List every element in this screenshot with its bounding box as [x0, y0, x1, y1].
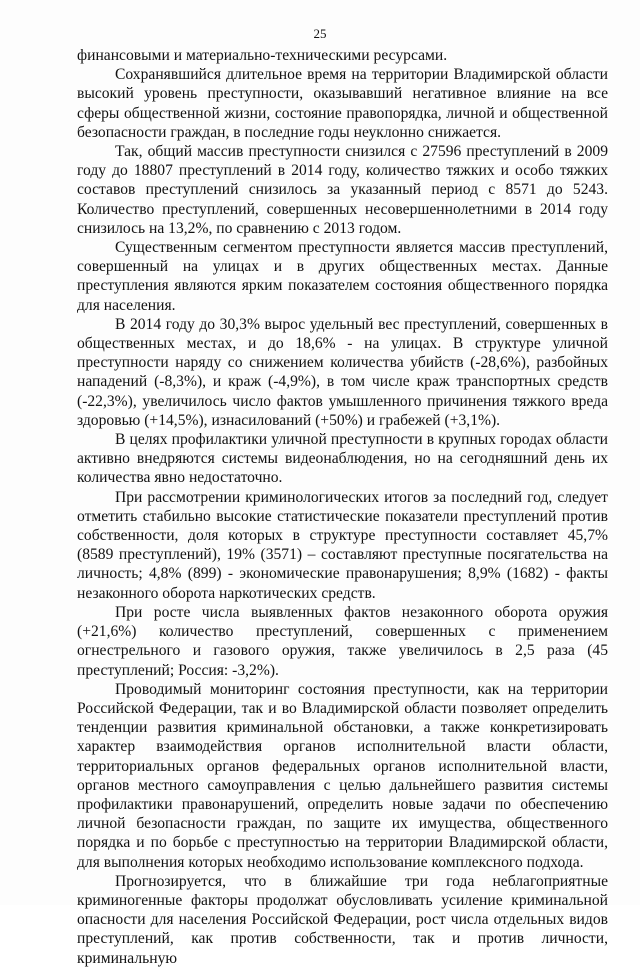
- paragraph-crime-statistics: Так, общий массив преступности снизился с 27596 преступлений в 2009 году до 18807 преступлений в 2014 году, количество тяжких и особо тяжких составов преступлений снизилось за указанный период с 8571 до 5243. Количество преступлений, совершенных несовершеннолетними в 2014 году снизилось на 13,2%, по сравнению с 2013 годом.: [77, 143, 608, 237]
- paragraph-public-places: Существенным сегментом преступности является массив преступлений, совершенный на улицах и в других общественных местах. Данные преступления являются ярким показателем состояния общественного порядка для населения.: [77, 239, 608, 314]
- page-number: 25: [313, 26, 327, 41]
- document-body: [77, 46, 608, 968]
- paragraph-weapons: При росте числа выявленных фактов незаконного оборота оружия (+21,6%) количество преступлений, совершенных с применением огнестрельного и газового оружия, также увеличилось в 2,5 раза (45 преступлений; Россия: -3,2%).: [77, 603, 608, 679]
- paragraph-crime-level: Сохранявшийся длительное время на территории Владимирской области высокий уровень преступности, оказывавший негативное влияние на все сферы общественной жизни, состояние правопорядка, личной и общественной безопасности граждан, в последние годы неуклонно снижается.: [77, 66, 608, 141]
- paragraph-property-crime: При рассмотрении криминологических итогов за последний год, следует отметить стабильно высокие статистические показатели преступлений против собственности, доля которых в структуре преступности составляет 45,7% (8589 преступлений), 19% (3571) – составляют преступные посягательства на личность; 4,8% (899) - экономические правонарушения; 8,9% (1682) - факты незаконного оборота наркотических средств.: [77, 488, 608, 602]
- paragraph-forecast: Прогнозируется, что в ближайшие три года неблагоприятные криминогенные факторы продолжат обусловливать усиление криминальной опасности для населения Российской Федерации, рост числа отдельных видов преступлений, как против собственности, так и против личности, криминальную: [77, 872, 608, 967]
- paragraph-monitoring: Проводимый мониторинг состояния преступности, как на территории Российской Федерации, так и во Владимирской области позволяет определить тенденции развития криминальной обстановки, а также конкретизировать характер взаимодействия органов исполнительной власти области, территориальных органов федеральных органов исполнительной власти, органов местного самоуправления с целью дальнейшего развития системы профилактики правонарушений, определить новые задачи по обеспечению личной безопасности граждан, по защите их имущества, общественного порядка и по борьбе с преступностью на территории Владимирской области, для выполнения которых необходимо использование комплексного подхода.: [77, 680, 608, 871]
- paragraph-video-surveillance: В целях профилактики уличной преступности в крупных городах области активно внедряются системы видеонаблюдения, но на сегодняшний день их количества явно недостаточно.: [77, 431, 608, 487]
- paragraph-continuation: финансовыми и материально-техническими ресурсами.: [77, 47, 448, 64]
- paragraph-street-crime: В 2014 году до 30,3% вырос удельный вес преступлений, совершенных в общественных местах, и до 18,6% - на улицах. В структуре уличной преступности наряду со снижением количества убийств (-28,6%), разбойных нападений (-8,3%), и краж (-4,9%), в том числе краж транспортных средств (-22,3%), увеличилось число фактов умышленного причинения тяжкого вреда здоровью (+14,5%), изнасилований (+50%) и грабежей (+3,1%).: [77, 315, 608, 429]
